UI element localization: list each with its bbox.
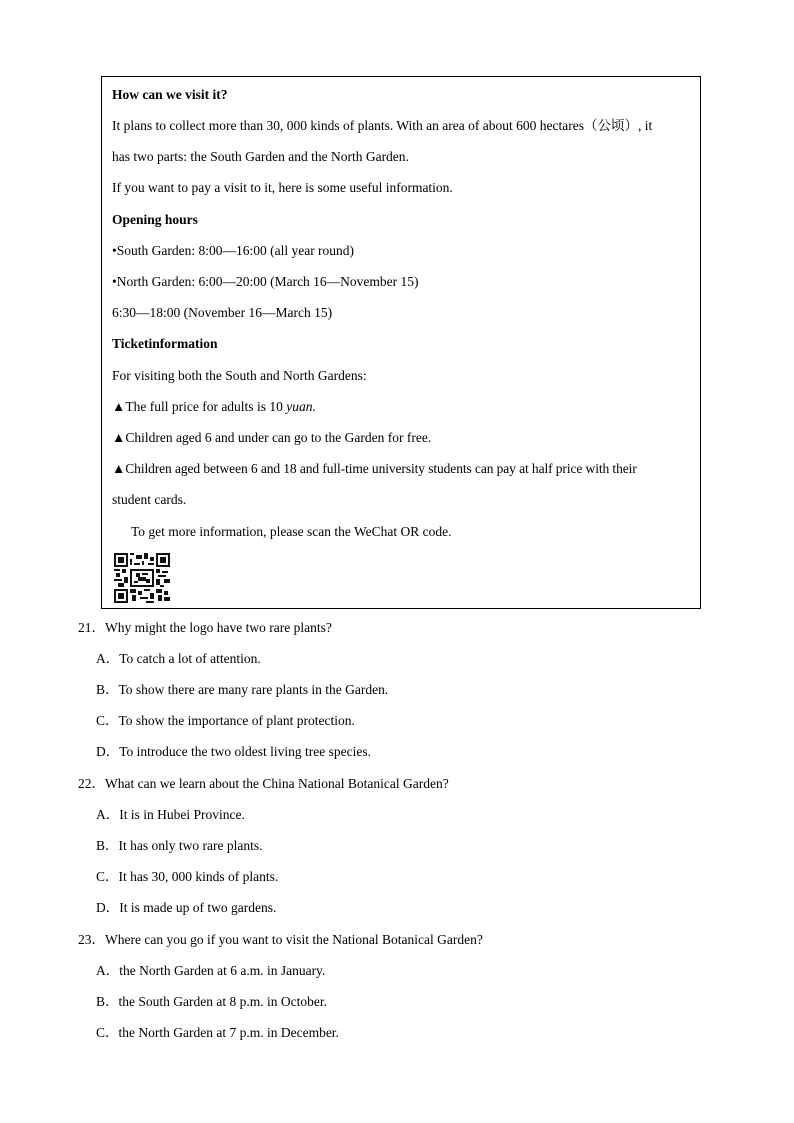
wechat-instruction: To get more information, please scan the WeChat OR code. (131, 524, 452, 539)
question-22-option-b: B．It has only two rare plants. (96, 838, 263, 853)
question-22-stem: 22．What can we learn about the China National Botanical Garden? (78, 776, 449, 791)
question-21-option-c: C．To show the importance of plant protection. (96, 713, 355, 728)
question-22-option-d: D．It is made up of two gardens. (96, 900, 277, 915)
question-21-stem: 21．Why might the logo have two rare plants? (78, 620, 332, 635)
paragraph-2: If you want to pay a visit to it, here is some useful information. (112, 180, 453, 195)
ticket-adult-currency: yuan. (286, 399, 316, 414)
hours-north-garden: •North Garden: 6:00—20:00 (March 16—November 15) (112, 274, 419, 289)
hours-south-garden: •South Garden: 8:00—16:00 (all year round) (112, 243, 355, 258)
question-21-option-d: D．To introduce the two oldest living tree species. (96, 744, 371, 759)
question-22-option-c: C．It has 30, 000 kinds of plants. (96, 869, 279, 884)
paragraph-1-line-2: has two parts: the South Garden and the North Garden. (112, 149, 409, 164)
question-22-option-a: A．It is in Hubei Province. (96, 807, 245, 822)
heading-opening-hours: Opening hours (112, 212, 198, 227)
question-23-option-a: A．the North Garden at 6 a.m. in January. (96, 963, 326, 978)
ticket-students-line-1: ▲Children aged between 6 and 18 and full-time university students can pay at half price with their (112, 461, 637, 476)
ticket-adult-text: ▲The full price for adults is 10 (112, 399, 287, 414)
question-23-stem: 23．Where can you go if you want to visit the National Botanical Garden? (78, 932, 483, 947)
question-23-option-c: C．the North Garden at 7 p.m. in December. (96, 1025, 339, 1040)
question-21-option-b: B．To show there are many rare plants in the Garden. (96, 682, 389, 697)
ticket-intro: For visiting both the South and North Gardens: (112, 368, 367, 383)
qr-code-image (114, 553, 170, 603)
hours-north-garden-winter: 6:30—18:00 (November 16—March 15) (112, 305, 333, 320)
heading-ticket-information: Ticketinformation (112, 336, 218, 351)
ticket-adult-price (112, 398, 316, 416)
ticket-students-line-2: student cards. (112, 492, 187, 507)
heading-how-to-visit: How can we visit it? (112, 87, 228, 102)
question-23-option-b: B．the South Garden at 8 p.m. in October. (96, 994, 327, 1009)
ticket-children-free: ▲Children aged 6 and under can go to the Garden for free. (112, 430, 432, 445)
question-21-option-a: A．To catch a lot of attention. (96, 651, 261, 666)
paragraph-1-line-1: It plans to collect more than 30, 000 kinds of plants. With an area of about 600 hectares（公顷）, it (112, 118, 653, 133)
